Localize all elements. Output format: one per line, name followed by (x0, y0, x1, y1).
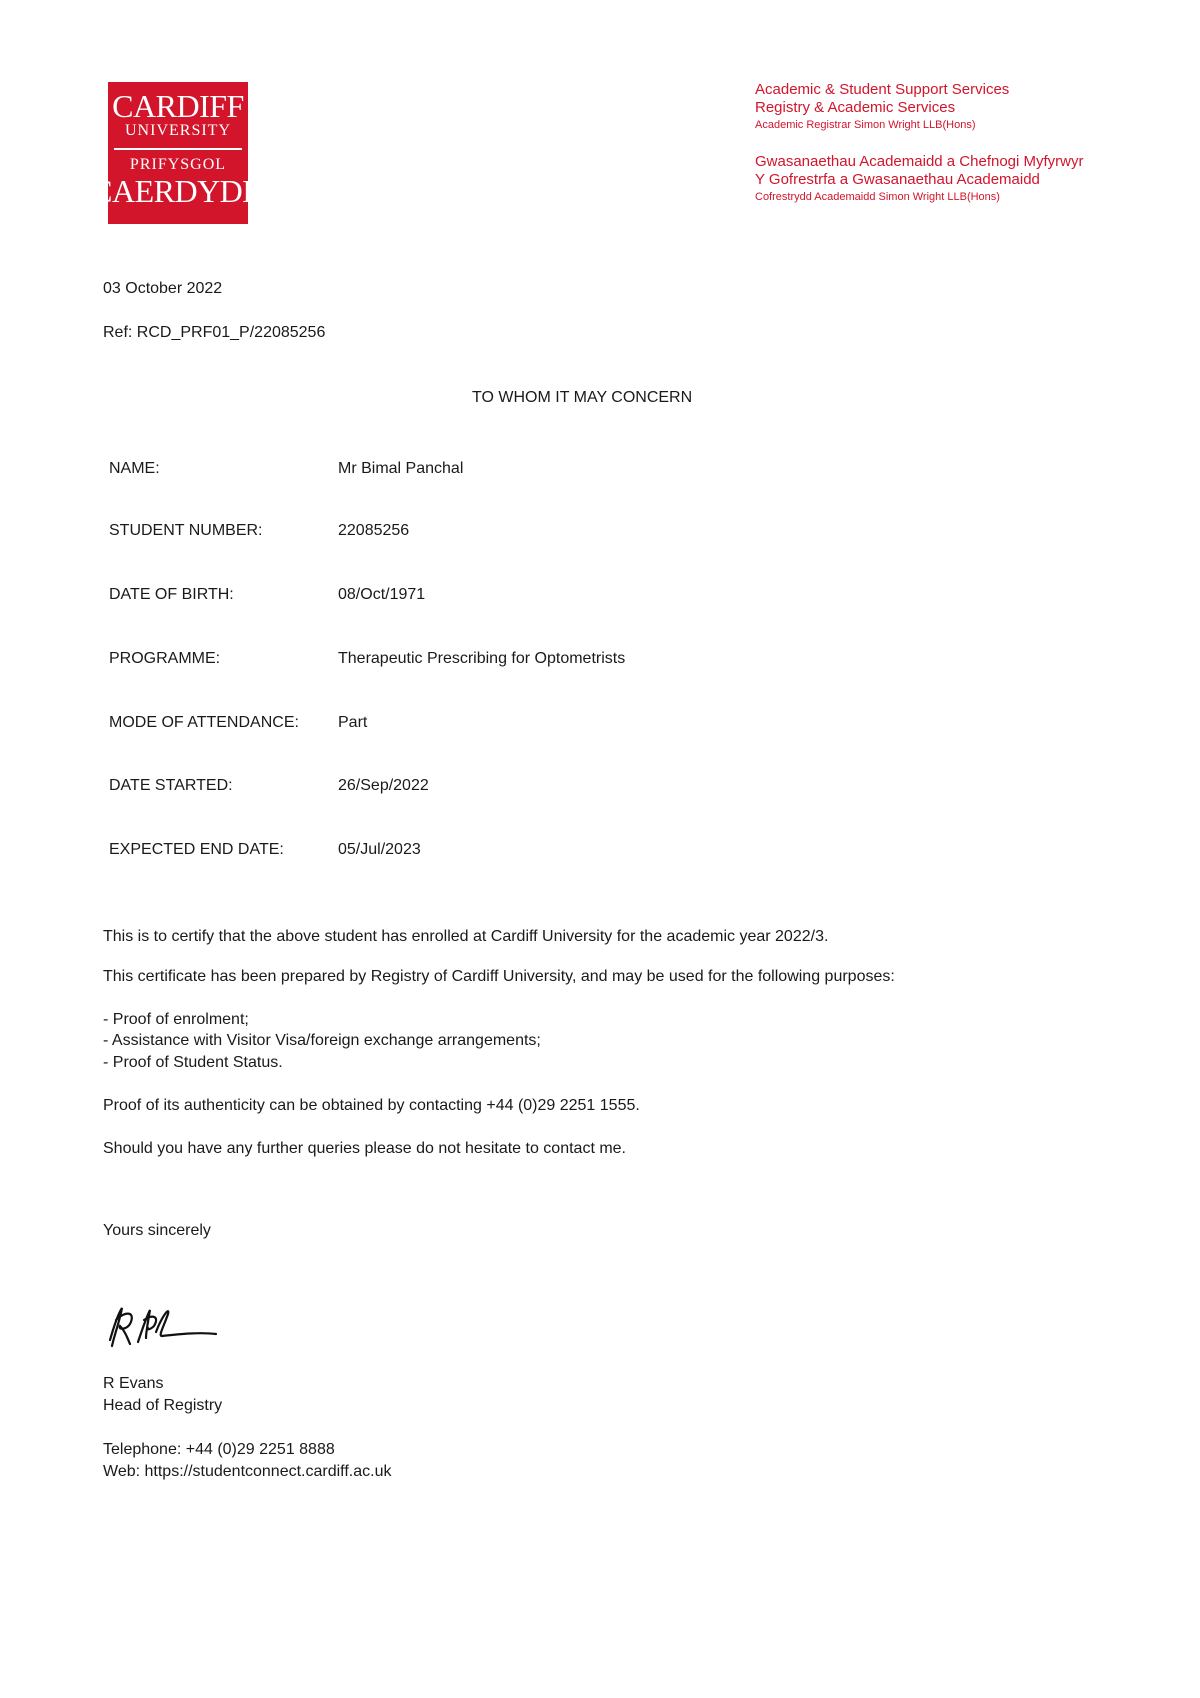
address-cy-line2: Y Gofrestrfa a Gwasanaethau Academaidd (755, 171, 1040, 188)
detail-label-date-started: DATE STARTED: (109, 777, 233, 794)
letter-reference: Ref: RCD_PRF01_P/22085256 (103, 324, 326, 341)
signatory-name: R Evans (103, 1375, 164, 1392)
contact-telephone: Telephone: +44 (0)29 2251 8888 (103, 1441, 335, 1458)
detail-value-student-number: 22085256 (338, 522, 410, 539)
detail-label-mode-of-attendance: MODE OF ATTENDANCE: (109, 714, 299, 731)
detail-value-expected-end-date: 05/Jul/2023 (338, 841, 421, 858)
address-english (755, 81, 1009, 133)
purpose-item-visa: - Assistance with Visitor Visa/foreign exchange arrangements; (103, 1032, 541, 1049)
purpose-item-student-status: - Proof of Student Status. (103, 1054, 283, 1071)
letter-date: 03 October 2022 (103, 280, 223, 297)
address-cy-line1: Gwasanaethau Academaidd a Chefnogi Myfyrwyr (755, 153, 1084, 170)
detail-label-programme: PROGRAMME: (109, 650, 221, 667)
detail-value-date-of-birth: 08/Oct/1971 (338, 586, 426, 603)
closing-salutation: Yours sincerely (103, 1222, 211, 1239)
body-paragraph-queries: Should you have any further queries please do not hesitate to contact me. (103, 1140, 626, 1157)
detail-label-expected-end-date: EXPECTED END DATE: (109, 841, 284, 858)
logo-line-caerdydd: CAERDYDD (91, 173, 265, 209)
detail-value-mode-of-attendance: Part (338, 714, 368, 731)
address-en-line1: Academic & Student Support Services (755, 81, 1010, 98)
body-paragraph-authenticity: Proof of its authenticity can be obtained by contacting +44 (0)29 2251 1555. (103, 1097, 640, 1114)
address-welsh (755, 153, 1084, 205)
logo-line-cardiff: CARDIFF (112, 88, 244, 124)
letter-heading: TO WHOM IT MAY CONCERN (472, 389, 693, 406)
detail-value-name: Mr Bimal Panchal (338, 460, 464, 477)
detail-value-programme: Therapeutic Prescribing for Optometrists (338, 650, 626, 667)
logo-line-prifysgol: PRIFYSGOL (129, 156, 227, 173)
address-en-line2: Registry & Academic Services (755, 99, 956, 116)
address-cy-line3: Cofrestrydd Academaidd Simon Wright LLB(Hons) (755, 191, 1000, 203)
body-paragraph-purposes: This certificate has been prepared by Registry of Cardiff University, and may be used for the following purposes: (103, 968, 895, 985)
address-en-line3: Academic Registrar Simon Wright LLB(Hons) (755, 119, 976, 131)
body-paragraph-certify: This is to certify that the above student has enrolled at Cardiff University for the academic year 2022/3. (103, 928, 829, 945)
detail-label-student-number: STUDENT NUMBER: (109, 522, 263, 539)
signatory-title: Head of Registry (103, 1397, 223, 1414)
cardiff-university-logo (91, 82, 265, 224)
logo-divider (114, 148, 242, 150)
detail-label-date-of-birth: DATE OF BIRTH: (109, 586, 234, 603)
contact-web: Web: https://studentconnect.cardiff.ac.uk (103, 1463, 392, 1480)
signature-image (100, 1296, 230, 1356)
purpose-item-enrolment: - Proof of enrolment; (103, 1011, 249, 1028)
detail-label-name: NAME: (109, 460, 160, 477)
logo-line-university: UNIVERSITY (125, 122, 231, 139)
detail-value-date-started: 26/Sep/2022 (338, 777, 429, 794)
